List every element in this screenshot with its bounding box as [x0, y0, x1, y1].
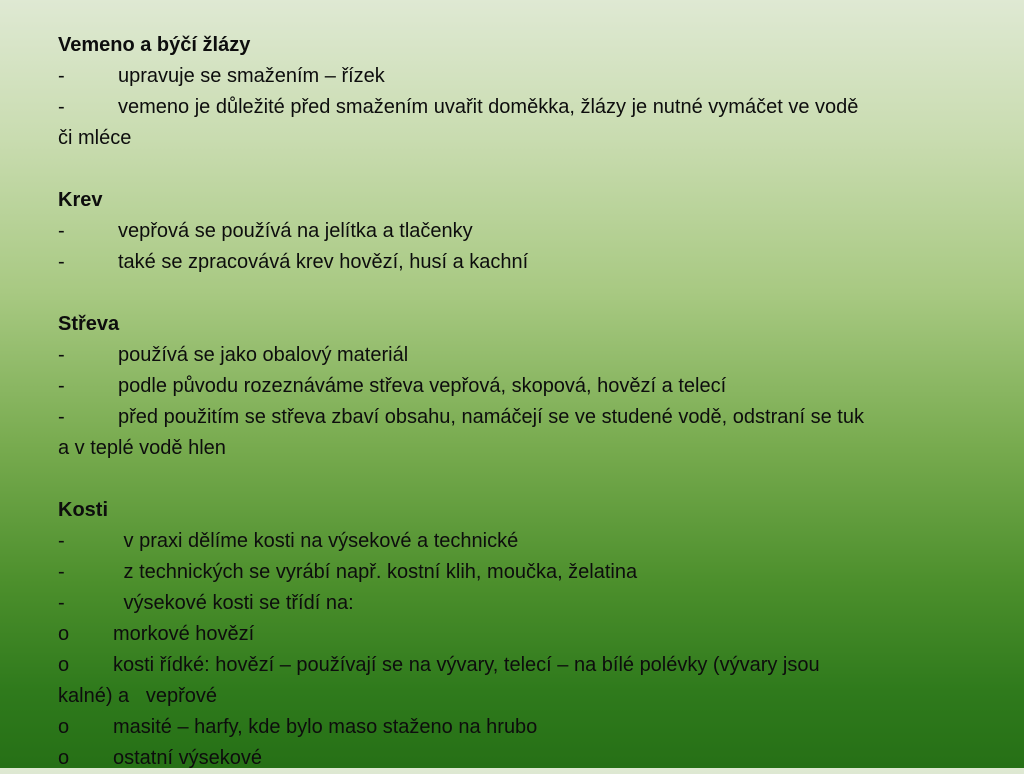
list-item — [58, 216, 998, 247]
dash-marker: - — [58, 344, 65, 366]
list-item — [58, 61, 998, 92]
list-item-text: také se zpracovává krev hovězí, husí a kachní — [118, 251, 529, 273]
list-item — [58, 588, 998, 619]
list-item-text: z technických se vyrábí např. kostní klih, moučka, želatina — [118, 561, 638, 583]
dash-marker: - — [58, 592, 65, 614]
list-item — [58, 402, 998, 433]
section-heading-streva: Střeva — [58, 313, 120, 335]
dash-marker: - — [58, 561, 65, 583]
dash-marker: - — [58, 65, 65, 87]
dash-marker: - — [58, 375, 65, 397]
list-item-text: v praxi dělíme kosti na výsekové a technické — [118, 530, 519, 552]
list-item — [58, 557, 998, 588]
list-item — [58, 526, 998, 557]
sub-list-item — [58, 650, 998, 681]
sub-list-item — [58, 743, 998, 774]
sub-list-item — [58, 712, 998, 743]
sub-list-item — [58, 619, 998, 650]
circle-bullet-marker: o — [58, 654, 70, 676]
list-item — [58, 92, 998, 123]
list-item-text: vemeno je důležité před smažením uvařit doměkka, žlázy je nutné vymáčet ve vodě — [118, 96, 859, 118]
dash-marker: - — [58, 251, 65, 273]
section-heading-krev: Krev — [58, 189, 103, 211]
list-item — [58, 340, 998, 371]
list-item — [58, 247, 998, 278]
list-item — [58, 371, 998, 402]
circle-bullet-marker: o — [58, 623, 70, 645]
list-item-text: podle původu rozeznáváme střeva vepřová, skopová, hovězí a telecí — [118, 375, 727, 397]
dash-marker: - — [58, 220, 65, 242]
list-item-text: masité – harfy, kde bylo maso staženo na hrubo — [113, 716, 538, 738]
list-item-continuation: kalné) a vepřové — [58, 685, 217, 707]
list-item-text: výsekové kosti se třídí na: — [118, 592, 354, 614]
list-item-text: upravuje se smažením – řízek — [118, 65, 385, 87]
list-item-text: používá se jako obalový materiál — [118, 344, 409, 366]
dash-marker: - — [58, 96, 65, 118]
list-item-text: kosti řídké: hovězí – používají se na vývary, telecí – na bílé polévky (vývary jsou — [113, 654, 820, 676]
list-item-text: ostatní výsekové — [113, 747, 262, 769]
circle-bullet-marker: o — [58, 716, 70, 738]
list-item-text: před použitím se střeva zbaví obsahu, namáčejí se ve studené vodě, odstraní se tuk — [118, 406, 864, 428]
dash-marker: - — [58, 406, 65, 428]
section-heading-kosti: Kosti — [58, 499, 108, 521]
list-item-continuation: či mléce — [58, 127, 132, 149]
list-item-continuation: a v teplé vodě hlen — [58, 437, 226, 459]
list-item-text: vepřová se používá na jelítka a tlačenky — [118, 220, 473, 242]
list-item-text: morkové hovězí — [113, 623, 255, 645]
circle-bullet-marker: o — [58, 747, 70, 769]
dash-marker: - — [58, 530, 65, 552]
slide-content — [58, 30, 998, 774]
section-heading-vemeno: Vemeno a býčí žlázy — [58, 34, 251, 56]
